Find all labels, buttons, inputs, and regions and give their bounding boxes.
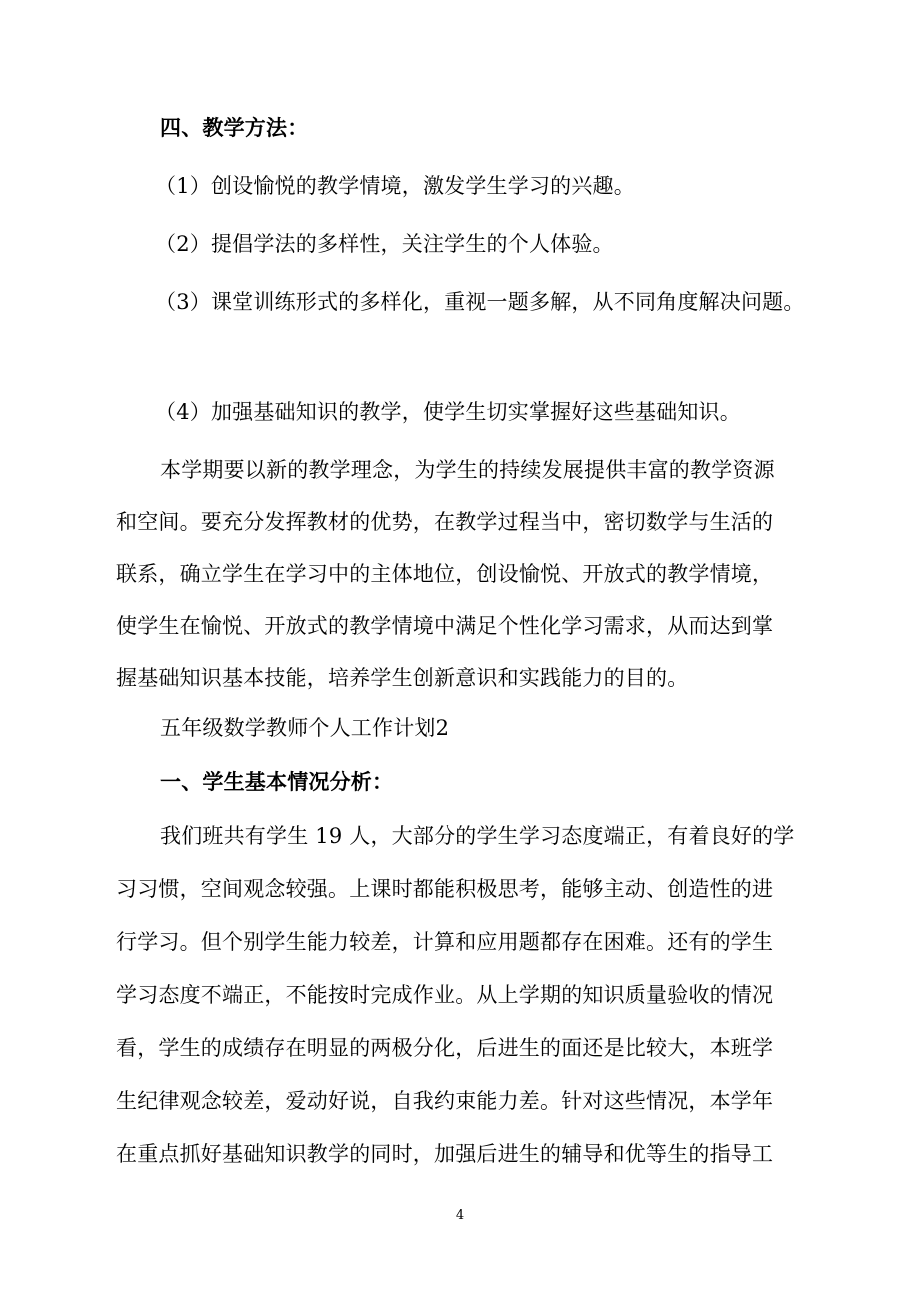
method-item-4: （4）加强基础知识的教学，使学生切实掌握好这些基础知识。 [155, 400, 741, 424]
method-item-1: （1）创设愉悦的教学情境，激发学生学习的兴趣。 [155, 174, 635, 198]
section-heading-student-analysis: 一、学生基本情况分析： [160, 770, 394, 794]
plan2-title: 五年级数学教师个人工作计划2 [160, 716, 450, 740]
section-heading-teaching-methods: 四、教学方法： [160, 116, 309, 140]
analysis-paragraph-line: 我们班共有学生 19 人，大部分的学生学习态度端正，有着良好的学 [160, 824, 795, 848]
analysis-paragraph-line: 学习态度不端正，不能按时完成作业。从上学期的知识质量验收的情况 [116, 983, 774, 1007]
summary-paragraph-line: 使学生在愉悦、开放式的教学情境中满足个性化学习需求，从而达到掌 [116, 614, 774, 638]
page-number: 4 [455, 1208, 465, 1223]
method-item-2: （2）提倡学法的多样性，关注学生的个人体验。 [155, 232, 614, 256]
analysis-paragraph-line: 生纪律观念较差，爱动好说，自我约束能力差。针对这些情况，本学年 [116, 1089, 774, 1113]
analysis-paragraph-line: 行学习。但个别学生能力较差，计算和应用题都存在困难。还有的学生 [116, 930, 774, 954]
analysis-paragraph-line: 看，学生的成绩存在明显的两极分化，后进生的面还是比较大，本班学 [116, 1036, 774, 1060]
summary-paragraph-line: 和空间。要充分发挥教材的优势，在教学过程当中，密切数学与生活的 [116, 510, 774, 534]
summary-paragraph-line: 本学期要以新的教学理念，为学生的持续发展提供丰富的教学资源 [160, 458, 775, 482]
analysis-paragraph-line: 在重点抓好基础知识教学的同时，加强后进生的辅导和优等生的指导工 [116, 1142, 774, 1166]
analysis-paragraph-line: 习习惯，空间观念较强。上课时都能积极思考，能够主动、创造性的进 [116, 877, 774, 901]
method-item-3: （3）课堂训练形式的多样化，重视一题多解，从不同角度解决问题。 [155, 290, 805, 314]
summary-paragraph-line: 握基础知识基本技能，培养学生创新意识和实践能力的目的。 [116, 666, 689, 690]
summary-paragraph-line: 联系，确立学生在学习中的主体地位，创设愉悦、开放式的教学情境， [116, 562, 774, 586]
